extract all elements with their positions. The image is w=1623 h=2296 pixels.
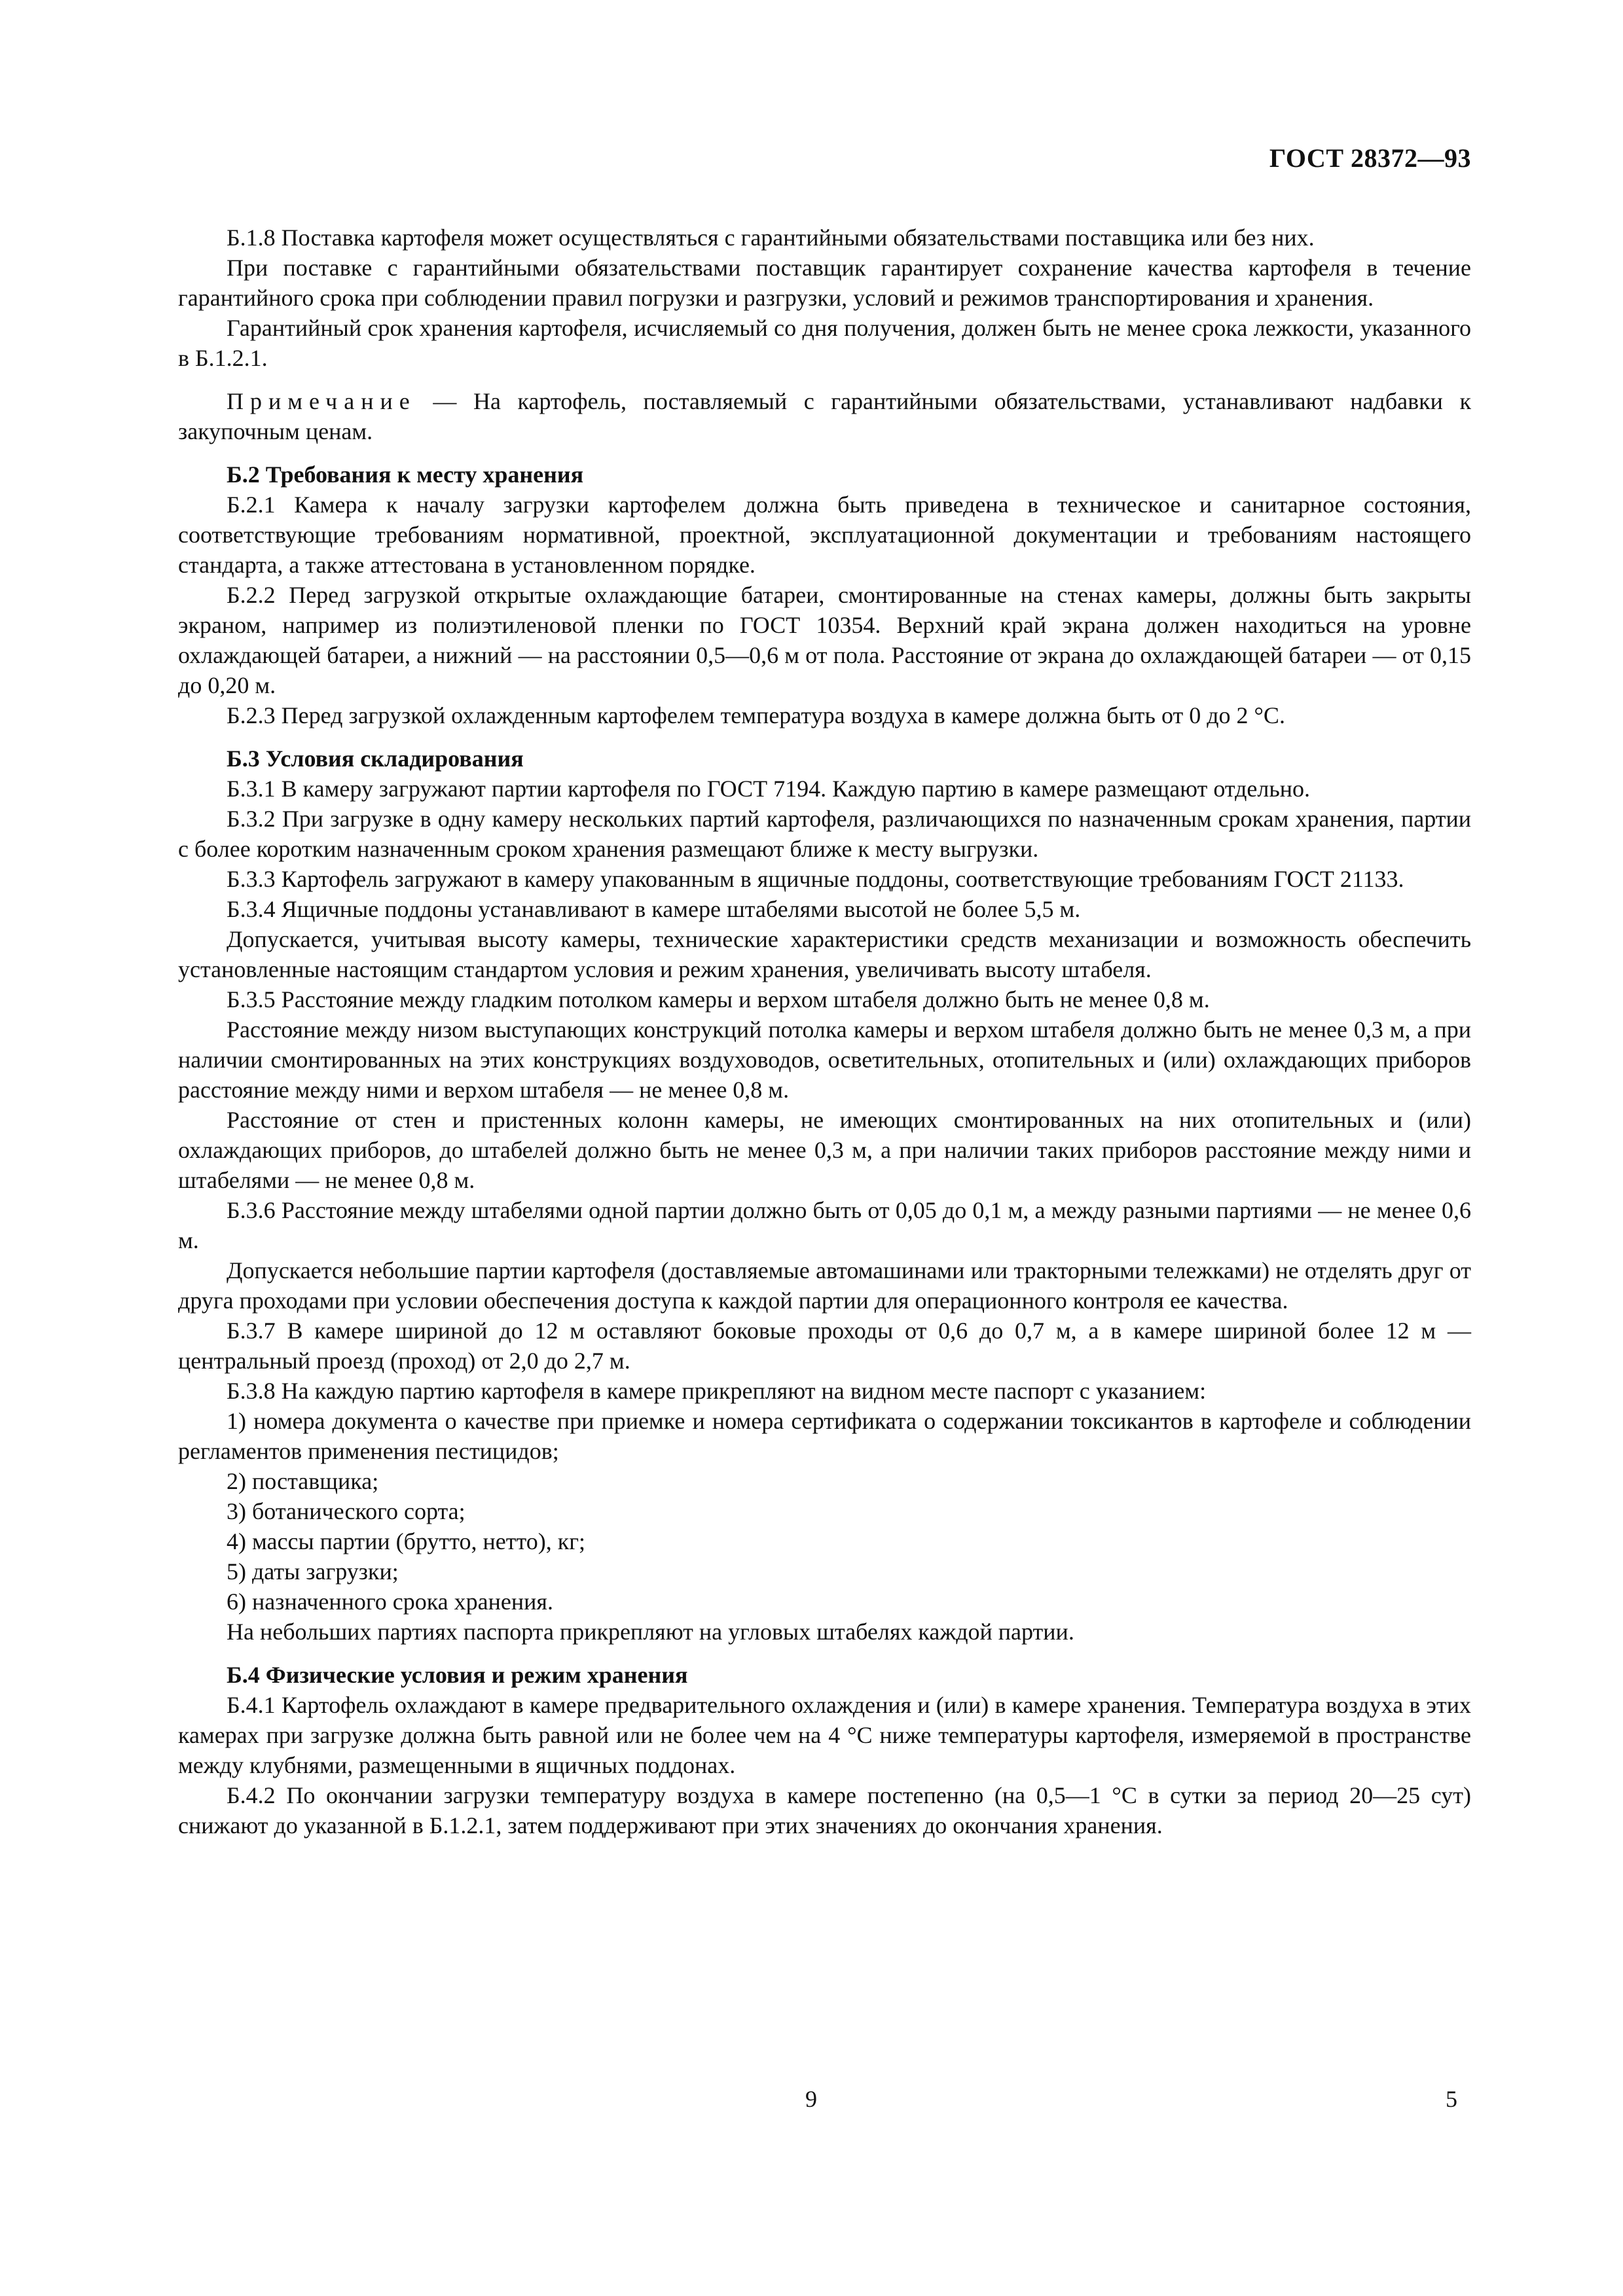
paragraph-b34-2: Допускается, учитывая высоту камеры, технические характеристики средств механизации и возможность обеспечить установленные настоящим стандартом условия и режим хранения, увеличивать высоту штабеля. — [178, 926, 1471, 982]
paragraph-b38: Б.3.8 На каждую партию картофеля в камере прикрепляют на видном месте паспорт с указанием: — [227, 1378, 1207, 1404]
paragraph-b18: Б.1.8 Поставка картофеля может осуществляться с гарантийными обязательствами поставщика или без них. — [227, 224, 1315, 251]
list-item: 5) даты загрузки; — [227, 1558, 399, 1585]
paragraph-b18-2: При поставке с гарантийными обязательствами поставщик гарантирует сохранение качества картофеля в течение гарантийного срока при соблюдении правил погрузки и разгрузки, условий и режимов транспортирования и хранения. — [178, 255, 1471, 311]
paragraph-b35: Б.3.5 Расстояние между гладким потолком камеры и верхом штабеля должно быть не менее 0,8 м. — [227, 986, 1210, 1013]
page-number-right: 5 — [1446, 2086, 1457, 2112]
list-item: 1) номера документа о качестве при приемке и номера сертификата о содержании токсикантов в картофеле и соблюдении регламентов применения пестицидов; — [178, 1408, 1471, 1464]
section-heading-b3: Б.3 Условия складирования — [227, 745, 524, 772]
paragraph-b35-2: Расстояние между низом выступающих конструкций потолка камеры и верхом штабеля должно быть не менее 0,3 м, а при наличии смонтированных на этих конструкциях воздуховодов, осветительных, отопительных и (или) охлаждающих приборов расстояние между ними и верхом штабеля — не менее 0,8 м. — [178, 1016, 1471, 1103]
paragraph-b35-3: Расстояние от стен и пристенных колонн камеры, не имеющих смонтированных на них отопительных и (или) охлаждающих приборов, до штабелей должно быть не менее 0,3 м, а при наличии таких приборов расстояние между ними и штабелями — не менее 0,8 м. — [178, 1107, 1471, 1193]
paragraph-b32: Б.3.2 При загрузке в одну камеру нескольких партий картофеля, различающихся по назначенным срокам хранения, партии с более коротким назначенным сроком хранения размещают ближе к месту выгрузки. — [178, 806, 1471, 862]
section-heading-b4: Б.4 Физические условия и режим хранения — [227, 1662, 688, 1688]
document-code: ГОСТ 28372—93 — [1269, 143, 1471, 173]
paragraph-b33: Б.3.3 Картофель загружают в камеру упакованным в ящичные поддоны, соответствующие требованиям ГОСТ 21133. — [227, 866, 1404, 892]
note — [178, 386, 1471, 446]
paragraph-b42: Б.4.2 По окончании загрузки температуру воздуха в камере постепенно (на 0,5—1 °С в сутки за период 20—25 сут) снижают до указанной в Б.1.2.1, затем поддерживают при этих значениях до окончания хранения. — [178, 1782, 1471, 1839]
section-heading-b2: Б.2 Требования к месту хранения — [227, 461, 584, 488]
note-label: Примечание — [227, 388, 416, 414]
paragraph-b36: Б.3.6 Расстояние между штабелями одной партии должно быть от 0,05 до 0,1 м, а между разными партиями — не менее 0,6 м. — [178, 1197, 1471, 1253]
paragraph-b21: Б.2.1 Камера к началу загрузки картофелем должна быть приведена в техническое и санитарное состояния, соответствующие требованиям нормативной, проектной, эксплуатационной документации и требованиям настоящего стандарта, а также аттестована в установленном порядке. — [178, 492, 1471, 578]
list-item: 3) ботанического сорта; — [227, 1498, 465, 1524]
note-text: — На картофель, поставляемый с гарантийными обязательствами, устанавливают надбавки к закупочным ценам. — [178, 388, 1471, 444]
paragraph-b38-end: На небольших партиях паспорта прикрепляют на угловых штабелях каждой партии. — [227, 1619, 1074, 1645]
paragraph-b18-3: Гарантийный срок хранения картофеля, исчисляемый со дня получения, должен быть не менее срока лежкости, указанного в Б.1.2.1. — [178, 315, 1471, 371]
list-item: 4) массы партии (брутто, нетто), кг; — [227, 1528, 585, 1554]
paragraph-b23: Б.2.3 Перед загрузкой охлажденным картофелем температура воздуха в камере должна быть от 0 до 2 °С. — [227, 702, 1285, 728]
paragraph-b36-2: Допускается небольшие партии картофеля (доставляемые автомашинами или тракторными тележками) не отделять друг от друга проходами при условии обеспечения доступа к каждой партии для операционного контроля ее качества. — [178, 1257, 1471, 1314]
paragraph-b37: Б.3.7 В камере шириной до 12 м оставляют боковые проходы от 0,6 до 0,7 м, а в камере шириной более 12 м — центральный проезд (проход) от 2,0 до 2,7 м. — [178, 1318, 1471, 1374]
paragraph-b34: Б.3.4 Ящичные поддоны устанавливают в камере штабелями высотой не более 5,5 м. — [227, 896, 1081, 922]
list-item: 2) поставщика; — [227, 1468, 379, 1494]
document-body — [178, 223, 1471, 1840]
page-number-center: 9 — [805, 2086, 817, 2112]
list-item: 6) назначенного срока хранения. — [227, 1588, 553, 1615]
paragraph-b22: Б.2.2 Перед загрузкой открытые охлаждающие батареи, смонтированные на стенах камеры, должны быть закрыты экраном, например из полиэтиленовой пленки по ГОСТ 10354. Верхний край экрана должен находиться на уровне охлаждающей батареи, а нижний — на расстоянии 0,5—0,6 м от пола. Расстояние от экрана до охлаждающей батареи — от 0,15 до 0,20 м. — [178, 582, 1471, 698]
paragraph-b31: Б.3.1 В камеру загружают партии картофеля по ГОСТ 7194. Каждую партию в камере размещают отдельно. — [227, 776, 1311, 802]
paragraph-b41: Б.4.1 Картофель охлаждают в камере предварительного охлаждения и (или) в камере хранения. Температура воздуха в этих камерах при загрузке должна быть равной или не более чем на 4 °С ниже температуры картофеля, измеряемой в пространстве между клубнями, размещенными в ящичных поддонах. — [178, 1692, 1471, 1778]
